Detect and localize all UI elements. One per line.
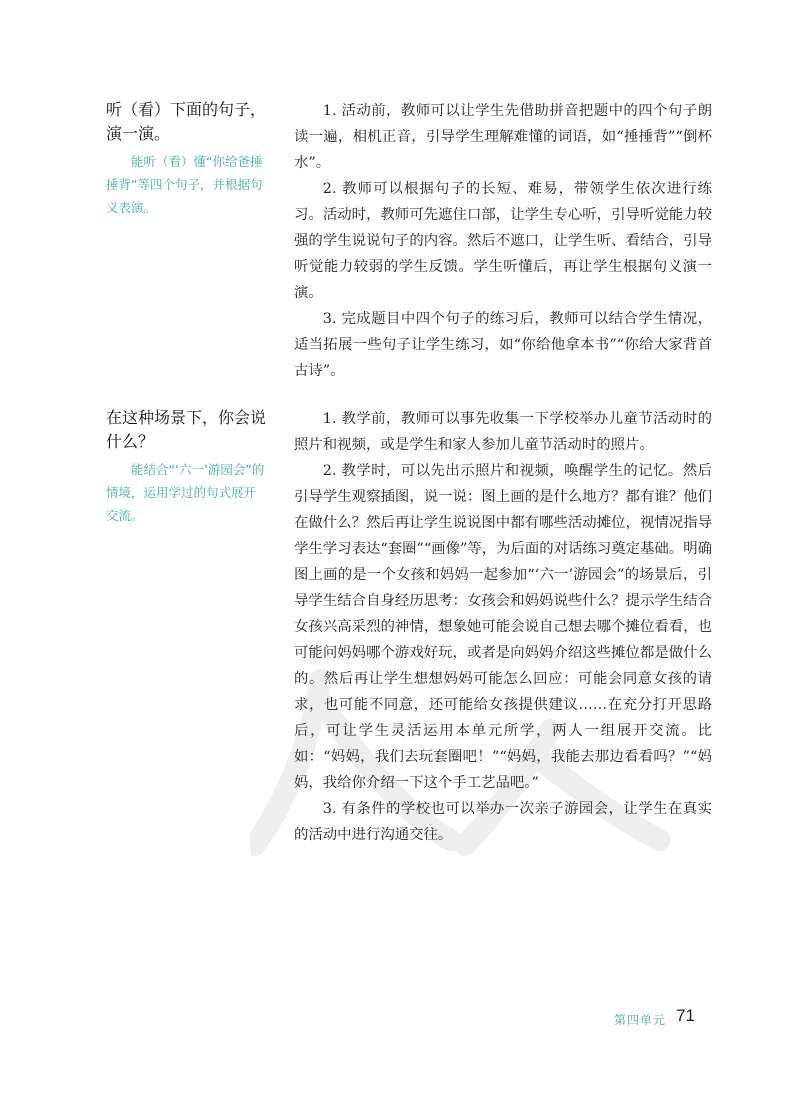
page-footer — [614, 1006, 720, 1032]
page-number: 71 — [676, 1006, 695, 1025]
guidance-paragraph: 3. 有条件的学校也可以举办一次亲子游园会，让学生在真实的活动中进行沟通交往。 — [294, 801, 712, 843]
guidance-paragraph: 2. 教学时，可以先出示照片和视频，唤醒学生的记忆。然后引导学生观察插图，说一说：图上画的是什么地方？都有谁？他们在做什么？然后再让学生说说图中都有哪些活动摊位，视情况指导学生学习表达“套圈”“画像”等，为后面的对话练习奠定基础。明确图上画的是一个女孩和妈妈一起参加“‘六一’游园会”的场景后，引导学生结合自身经历思考：女孩会和妈妈说些什么？提示学生结合女孩兴高采烈的神情，想象她可能会说自己想去哪个摊位看看，也可能问妈妈哪个游戏好玩，或者是向妈妈介绍这些摊位都是做什么的。然后再让学生想想妈妈可能怎么回应：可能会同意女孩的请求，也可能不同意，还可能给女孩提供建议……在充分打开思路后，可让学生灵活运用本单元所学，两人一组展开交流。比如：“妈妈，我们去玩套圈吧！”“妈妈，我能去那边看看吗？”“妈妈，我给你介绍一下这个手工艺品吧。” — [294, 463, 712, 791]
side-column — [106, 406, 266, 527]
unit-label: 第四单元 — [614, 1013, 667, 1027]
activity-title: 听（看）下面的句子，演一演。 — [106, 100, 267, 143]
guidance-paragraph: 3. 完成题目中四个句子的练习后，教师可以结合学生情况，适当拓展一些句子让学生练习，如“你给他拿本书”“你给大家背首古诗”。 — [294, 311, 712, 379]
guidance-paragraph: 2. 教师可以根据句子的长短、难易，带领学生依次进行练习。活动时，教师可先遮住口部，让学生专心听，引导听觉能力较强的学生说说句子的内容。然后不遮口，让学生听、看结合，引导听觉能力较弱的学生反馈。学生听懂后，再让学生根据句义演一演。 — [294, 181, 712, 301]
guidance-paragraph: 1. 教学前，教师可以事先收集一下学校举办儿童节活动时的照片和视频，或是学生和家人参加儿童节活动时的照片。 — [294, 411, 712, 453]
guidance-text — [294, 406, 712, 848]
side-column — [106, 98, 266, 219]
activity-goal-note: 能听（看）懂“你给爸捶捶背”等四个句子，并根据句义表演。 — [106, 154, 263, 215]
guidance-paragraph: 1. 活动前，教师可以让学生先借助拼音把题中的四个句子朗读一遍，相机正音，引导学生理解难懂的词语，如“捶捶背”“倒杯水”。 — [294, 103, 712, 171]
activity-title: 在这种场景下，你会说什么？ — [106, 408, 267, 451]
activity-goal-note: 能结合“‘六一’游园会”的情境，运用学过的句式展开交流。 — [106, 462, 265, 523]
guidance-text — [294, 98, 712, 384]
